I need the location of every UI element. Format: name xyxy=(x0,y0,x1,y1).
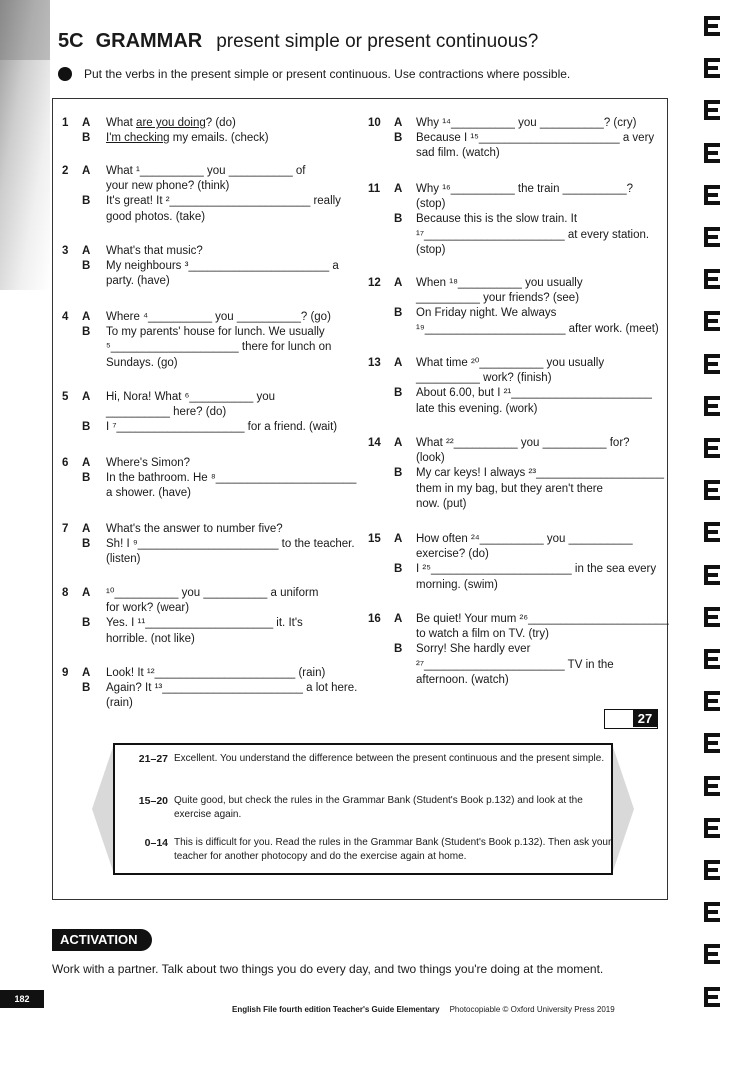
speaker-label: B xyxy=(394,467,403,480)
dialogue-line[interactable]: About 6.00, but I ²¹______________________ xyxy=(416,387,652,400)
dialogue-line[interactable]: My car keys! I always ²³____________________ xyxy=(416,467,665,480)
dialogue-line[interactable]: ⁵____________________ there for lunch on xyxy=(106,341,332,354)
dialogue-line: To my parents' house for lunch. We usually xyxy=(106,326,325,339)
item-number: 1 xyxy=(62,117,69,129)
dialogue-line: horrible. (not like) xyxy=(106,632,195,645)
dialogue-line[interactable]: Why ¹⁴__________ you __________? (cry) xyxy=(416,117,637,129)
dialogue-line[interactable]: Yes. I ¹¹____________________ it. It's xyxy=(106,617,303,630)
binding-ring xyxy=(704,480,720,500)
dialogue-line: Sorry! She hardly ever xyxy=(416,643,531,656)
dialogue-line[interactable]: When ¹⁸__________ you usually xyxy=(416,277,583,289)
dialogue-line[interactable]: What ²²__________ you __________ for? xyxy=(416,437,630,449)
section-name: GRAMMAR xyxy=(95,30,203,52)
instruction-text: Put the verbs in the present simple or present continuous. Use contractions where possible. xyxy=(84,67,571,81)
item-number: 2 xyxy=(62,165,69,177)
band-range: 15–20 xyxy=(138,795,168,807)
dialogue-line: What's that music? xyxy=(106,245,203,257)
activation-label: ACTIVATION xyxy=(52,929,152,951)
binding-ring xyxy=(704,691,720,711)
item-number: 4 xyxy=(62,311,69,323)
dialogue-line[interactable]: Because I ¹⁵______________________ a very xyxy=(416,132,655,145)
dialogue-line: (listen) xyxy=(106,553,141,566)
item-number: 14 xyxy=(368,437,381,449)
binding-ring xyxy=(704,396,720,416)
footer-book: English File fourth edition Teacher's Guide Elementary xyxy=(232,1005,440,1014)
binding-ring xyxy=(704,269,720,289)
band-range: 21–27 xyxy=(138,753,168,765)
dialogue-line: party. (have) xyxy=(106,275,170,288)
dialogue-line: sad film. (watch) xyxy=(416,147,500,160)
speaker-label: B xyxy=(394,563,403,576)
item-number: 6 xyxy=(62,457,69,469)
item-number: 5 xyxy=(62,391,69,403)
dialogue-line[interactable]: ²⁷______________________ TV in the xyxy=(416,658,614,671)
instruction xyxy=(58,67,570,82)
binding-ring xyxy=(704,311,720,331)
binding-ring xyxy=(704,16,720,36)
dialogue-line[interactable]: I ⁷____________________ for a friend. (wait) xyxy=(106,421,338,434)
item-number: 11 xyxy=(368,183,381,195)
speaker-label: B xyxy=(82,132,91,145)
speaker-label: A xyxy=(82,391,91,403)
dialogue-line: (look) xyxy=(416,452,445,465)
speaker-label: B xyxy=(82,538,91,551)
speaker-label: A xyxy=(82,457,91,469)
dialogue-line[interactable]: My neighbours ³______________________ a xyxy=(106,260,339,273)
band-text: Quite good, but check the rules in the Grammar Bank (Student's Book p.132) and look at the exercise again. xyxy=(174,795,583,820)
dialogue-line: late this evening. (work) xyxy=(416,402,538,415)
bullet-icon xyxy=(58,67,72,81)
spiral-binding xyxy=(698,0,728,1030)
speaker-label: A xyxy=(82,245,91,257)
speaker-label: B xyxy=(82,421,91,434)
speaker-label: B xyxy=(82,472,91,485)
section-topic: present simple or present continuous? xyxy=(216,31,539,52)
dialogue-line[interactable]: Why ¹⁶__________ the train __________? xyxy=(416,183,634,195)
speaker-label: A xyxy=(394,117,403,129)
band-text: Excellent. You understand the difference between the present continuous and the present simple. xyxy=(174,753,605,764)
binding-ring xyxy=(704,607,720,627)
item-number: 7 xyxy=(62,523,69,535)
binding-ring xyxy=(704,818,720,838)
dialogue-line[interactable]: __________ your friends? (see) xyxy=(416,292,580,305)
binding-ring xyxy=(704,185,720,205)
dialogue-line[interactable]: ¹⁷______________________ at every station. xyxy=(416,228,650,241)
dialogue-line: to watch a film on TV. (try) xyxy=(416,628,549,641)
dialogue-line[interactable]: ¹⁰__________ you __________ a uniform xyxy=(106,587,319,599)
binding-ring xyxy=(704,776,720,796)
dialogue-line[interactable]: Look! It ¹²______________________ (rain) xyxy=(106,667,326,679)
dialogue-line[interactable]: What time ²⁰__________ you usually xyxy=(416,357,605,369)
dialogue-line[interactable]: __________ here? (do) xyxy=(106,406,227,419)
dialogue-line: now. (put) xyxy=(416,497,467,510)
speaker-label: B xyxy=(394,387,403,400)
item-number: 16 xyxy=(368,613,381,625)
page-number: 182 xyxy=(0,990,44,1008)
dialogue-line: afternoon. (watch) xyxy=(416,673,509,686)
speaker-label: B xyxy=(394,213,403,226)
dialogue-line: What's the answer to number five? xyxy=(106,523,283,535)
speaker-label: B xyxy=(82,260,91,273)
dialogue-line: (stop) xyxy=(416,243,446,256)
dialogue-line: good photos. (take) xyxy=(106,210,206,223)
scan-shadow-dark xyxy=(0,0,50,60)
binding-ring xyxy=(704,987,720,1007)
dialogue-line[interactable]: I ²⁵______________________ in the sea every xyxy=(416,563,657,576)
item-number: 13 xyxy=(368,357,381,369)
dialogue-line: exercise? (do) xyxy=(416,548,489,561)
score-box xyxy=(604,709,658,729)
dialogue-line[interactable]: It's great! It ²______________________ really xyxy=(106,195,341,208)
speaker-label: B xyxy=(82,617,91,630)
speaker-label: A xyxy=(82,311,91,323)
item-number: 9 xyxy=(62,667,69,679)
speaker-label: A xyxy=(82,587,91,599)
binding-ring xyxy=(704,227,720,247)
score-bands-box xyxy=(92,742,634,876)
dialogue-line[interactable]: Sh! I ⁹______________________ to the teacher. xyxy=(106,538,355,551)
dialogue-line: (rain) xyxy=(106,697,133,710)
dialogue-line[interactable]: What ¹__________ you __________ of xyxy=(106,165,306,177)
binding-ring xyxy=(704,944,720,964)
speaker-label: A xyxy=(394,357,403,369)
dialogue-line: Where's Simon? xyxy=(106,457,191,469)
dialogue-line[interactable]: Again? It ¹³______________________ a lot here. xyxy=(106,682,358,695)
page-title xyxy=(58,30,538,53)
activation-text: Work with a partner. Talk about two things you do every day, and two things you're doing at the moment. xyxy=(52,962,604,976)
binding-ring xyxy=(704,649,720,669)
speaker-label: B xyxy=(82,195,91,208)
dialogue-line: (stop) xyxy=(416,198,446,211)
item-number: 15 xyxy=(368,533,381,545)
footer-copyright: Photocopiable © Oxford University Press 2019 xyxy=(449,1005,615,1014)
item-number: 10 xyxy=(368,117,381,129)
dialogue-line[interactable]: Hi, Nora! What ⁶__________ you xyxy=(106,391,276,403)
binding-ring xyxy=(704,100,720,120)
dialogue-line[interactable]: ¹⁹______________________ after work. (meet) xyxy=(416,322,659,335)
binding-ring xyxy=(704,902,720,922)
dialogue-line: Sundays. (go) xyxy=(106,356,178,369)
item-number: 12 xyxy=(368,277,381,289)
speaker-label: A xyxy=(82,165,91,177)
dialogue-line: them in my bag, but they aren't there xyxy=(416,482,603,495)
footer xyxy=(232,1005,615,1014)
band-text: This is difficult for you. Read the rules in the Grammar Bank (Student's Book p.132). Then ask your teacher for another photocopy and do the exercise again at home. xyxy=(174,837,612,862)
speaker-label: A xyxy=(82,667,91,679)
binding-ring xyxy=(704,354,720,374)
dialogue-line: On Friday night. We always xyxy=(416,307,557,320)
speaker-label: B xyxy=(394,643,403,656)
dialogue-line: Because this is the slow train. It xyxy=(416,213,578,226)
dialogue-line[interactable]: Be quiet! Your mum ²⁶______________________ xyxy=(416,613,669,625)
speaker-label: A xyxy=(394,533,403,545)
speaker-label: A xyxy=(394,613,403,625)
speaker-label: A xyxy=(82,117,91,129)
speaker-label: A xyxy=(394,437,403,449)
dialogue-line: morning. (swim) xyxy=(416,578,498,591)
binding-ring xyxy=(704,860,720,880)
dialogue-line[interactable]: In the bathroom. He ⁸______________________ xyxy=(106,472,357,485)
lesson-code: 5C xyxy=(58,30,84,52)
dialogue-line: I'm checking my emails. (check) xyxy=(106,132,269,145)
speaker-label: B xyxy=(394,132,403,145)
item-number: 8 xyxy=(62,587,69,599)
item-number: 3 xyxy=(62,245,69,257)
dialogue-line: a shower. (have) xyxy=(106,487,192,500)
dialogue-line[interactable]: Where ⁴__________ you __________? (go) xyxy=(106,311,331,323)
dialogue-line: What are you doing? (do) xyxy=(106,117,236,129)
speaker-label: A xyxy=(82,523,91,535)
band-range: 0–14 xyxy=(144,837,168,849)
speaker-label: B xyxy=(82,682,91,695)
speaker-label: B xyxy=(394,307,403,320)
binding-ring xyxy=(704,143,720,163)
speaker-label: A xyxy=(394,183,403,195)
dialogue-line: your new phone? (think) xyxy=(106,180,230,193)
binding-ring xyxy=(704,438,720,458)
binding-ring xyxy=(704,522,720,542)
dialogue-line[interactable]: How often ²⁴__________ you __________ xyxy=(416,533,633,545)
binding-ring xyxy=(704,58,720,78)
dialogue-line[interactable]: __________ work? (finish) xyxy=(416,372,552,385)
speaker-label: A xyxy=(394,277,403,289)
dialogue-line: for work? (wear) xyxy=(106,602,190,615)
binding-ring xyxy=(704,733,720,753)
speaker-label: B xyxy=(82,326,91,339)
score-total: 27 xyxy=(633,710,657,727)
binding-ring xyxy=(704,565,720,585)
